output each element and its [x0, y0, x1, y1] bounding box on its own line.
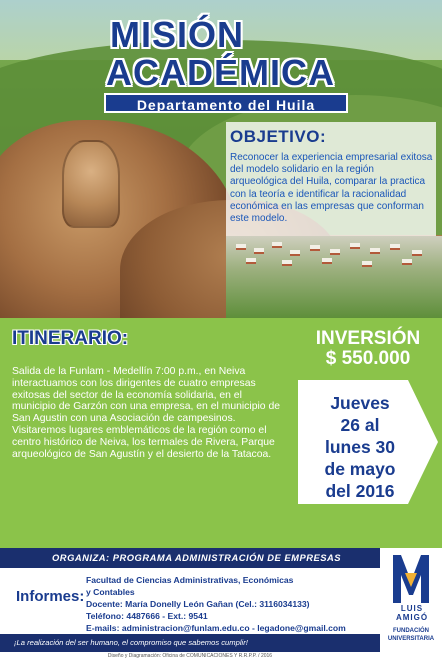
logo-foundation-line: UNIVERSITARIA	[387, 635, 435, 642]
docente-line: Docente: María Donelly León Gañan (Cel.: 3116034133)	[86, 599, 310, 609]
date-line: lunes 30	[324, 437, 396, 457]
date-range	[296, 392, 424, 502]
logo-foundation-line: FUNDACIÓN	[393, 628, 429, 634]
date-line: de mayo	[324, 459, 396, 479]
organiza-program: PROGRAMA ADMINISTRACIÓN DE EMPRESAS	[112, 552, 342, 563]
logo-name-line: AMIGÓ	[395, 613, 429, 622]
organiza-label: ORGANIZA:	[52, 552, 110, 563]
title-line-2: ACADÉMICA	[106, 52, 335, 93]
telefono-line: Teléfono: 4487666 - Ext.: 9541	[86, 611, 208, 621]
faculty-line: Facultad de Ciencias Administrativas, Económicas	[86, 575, 294, 585]
date-line: Jueves	[330, 393, 390, 413]
luis-amigo-logo-icon	[387, 553, 435, 608]
inversion-label: INVERSIÓN	[315, 328, 421, 349]
itinerario-heading: ITINERARIO:	[12, 328, 129, 349]
informes-label: Informes:	[16, 588, 85, 605]
slogan-bar: ¡La realización del ser humano, el compromiso que sabemos cumplir!	[0, 634, 380, 652]
date-line: 26 al	[340, 415, 380, 435]
design-credits: Diseño y Diagramación: Oficina de COMUNICACIONES Y R.R.P.P. / 2016	[107, 653, 273, 659]
itinerario-text: Salida de la Funlam - Medellín 7:00 p.m., en Neiva interactuamos con los dirigentes de cuatro empresas exitosas del sector de la economía solidaria, en el municipio de Garzón con una empresa, en el municipio de San Agustin con una Asociación de campesinos. Visitaremos lugares emblemáticos de la región como el centro histórico de Neiva, los termales de Rivera, Parque arqueológico de San Agustín y el desierto de la Tatacoa.	[12, 366, 281, 460]
date-line: del 2016	[325, 481, 395, 501]
subtitle-banner: Departamento del Huila	[104, 93, 348, 113]
objetivo-heading: OBJETIVO:	[230, 127, 327, 146]
logo-foundation	[380, 628, 442, 643]
logo-name-line: LUIS	[400, 604, 424, 613]
stone-statue-image	[62, 140, 120, 228]
objetivo-text: Reconocer la experiencia empresarial exitosa del modelo solidario en la región arqueológica del Huila, comparar la practica con la teoría e identificar la racionalidad económica en las empresas que conforman este modelo.	[230, 152, 433, 225]
faculty-line: y Contables	[86, 587, 135, 597]
email-line[interactable]: E-mails: administracion@funlam.edu.co - legadone@gmail.com	[86, 623, 346, 633]
title-line-1: MISIÓN	[110, 14, 245, 55]
village-image	[226, 236, 442, 318]
logo-name	[383, 604, 441, 622]
inversion-amount: $ 550.000	[325, 348, 411, 369]
organiza-bar	[0, 548, 380, 568]
